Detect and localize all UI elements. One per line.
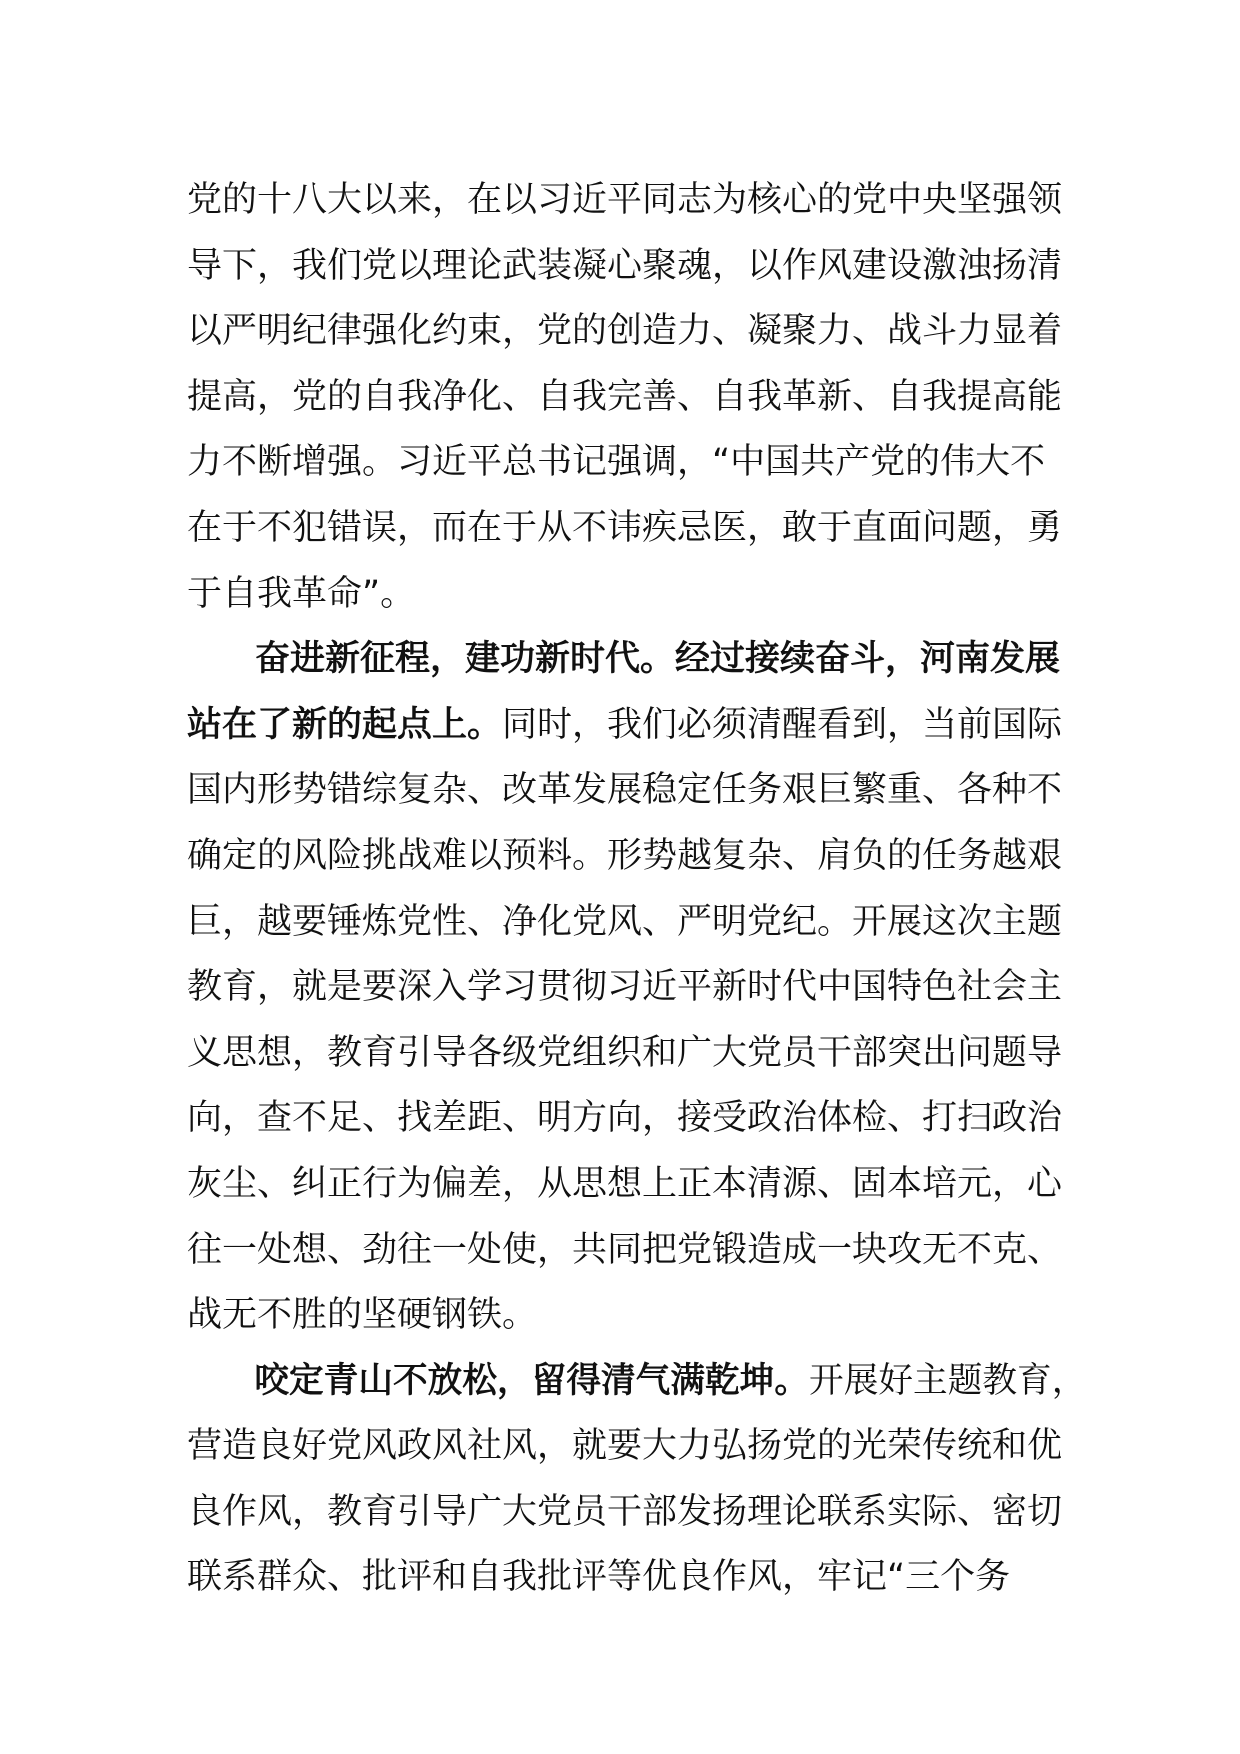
text-run: 巨，越要锤炼党性、净化党风、严明党纪。开展这次主题 [187, 901, 1063, 942]
text-run: 以严明纪律强化约束，党的创造力、凝聚力、战斗力显着 [187, 311, 1063, 352]
heading-run: 站在了新的起点上。 [187, 704, 503, 745]
text-run: 教育，就是要深入学习贯彻习近平新时代中国特色社会主 [187, 967, 1063, 1008]
text-run: 党的十八大以来，在以习近平同志为核心的党中央坚强领 [187, 180, 1063, 220]
text-line [187, 299, 1087, 365]
text-run: 灰尘、纠正行为偏差，从思想上正本清源、固本培元，心 [187, 1163, 1063, 1204]
text-line [187, 168, 1087, 234]
text-run: 联系群众、批评和自我批评等优良作风，牢记“三个务 [187, 1557, 1011, 1598]
text-run: 力不断增强。习近平总书记强调，“中国共产党的伟大不 [187, 442, 1046, 483]
text-run: 良作风，教育引导广大党员干部发扬理论联系实际、密切 [187, 1491, 1063, 1532]
text-line [187, 1218, 1087, 1284]
text-line [187, 955, 1087, 1021]
text-run: 开展好主题教育， [809, 1360, 1087, 1401]
text-line [187, 1480, 1087, 1546]
text-line [187, 496, 1087, 562]
document-body [187, 168, 1087, 1611]
text-run: 提高，党的自我净化、自我完善、自我革新、自我提高能 [187, 376, 1063, 417]
text-run: 同时，我们必须清醒看到，当前国际 [502, 704, 1063, 745]
text-line [187, 234, 1087, 300]
text-run: 战无不胜的坚硬钢铁。 [187, 1295, 538, 1336]
text-line [187, 693, 1087, 759]
text-run: 导下，我们党以理论武装凝心聚魂，以作风建设激浊扬清 [187, 245, 1063, 286]
text-run: 义思想，教育引导各级党组织和广大党员干部突出问题导 [187, 1032, 1063, 1073]
text-line [187, 1152, 1087, 1218]
heading-run: 奋进新征程，建功新时代。经过接续奋斗，河南发展 [255, 639, 1061, 680]
text-line [187, 1545, 1087, 1611]
text-line [187, 1021, 1087, 1087]
text-line [187, 758, 1087, 824]
heading-run: 咬定青山不放松，留得清气满乾坤。 [254, 1360, 810, 1401]
text-line [187, 430, 1087, 496]
text-line [187, 1086, 1087, 1152]
paragraph-2 [187, 627, 1087, 1349]
paragraph-3 [187, 1349, 1087, 1611]
text-line [187, 627, 1087, 693]
text-line [187, 365, 1087, 431]
text-run: 国内形势错综复杂、改革发展稳定任务艰巨繁重、各种不 [187, 770, 1063, 811]
text-line [187, 890, 1087, 956]
text-run: 确定的风险挑战难以预料。形势越复杂、肩负的任务越艰 [187, 835, 1063, 876]
text-line [187, 1414, 1087, 1480]
paragraph-1 [187, 168, 1087, 627]
text-line [187, 1283, 1087, 1349]
text-line [187, 1349, 1087, 1415]
text-run: 营造良好党风政风社风，就要大力弘扬党的光荣传统和优 [187, 1426, 1063, 1467]
text-run: 在于不犯错误，而在于从不讳疾忌医，敢于直面问题，勇 [187, 507, 1063, 548]
text-line [187, 824, 1087, 890]
text-run: 向，查不足、找差距、明方向，接受政治体检、打扫政治 [187, 1098, 1063, 1139]
text-run: 于自我革命”。 [187, 573, 416, 614]
text-line [187, 562, 1087, 628]
text-run: 往一处想、劲往一处使，共同把党锻造成一块攻无不克、 [187, 1229, 1063, 1270]
